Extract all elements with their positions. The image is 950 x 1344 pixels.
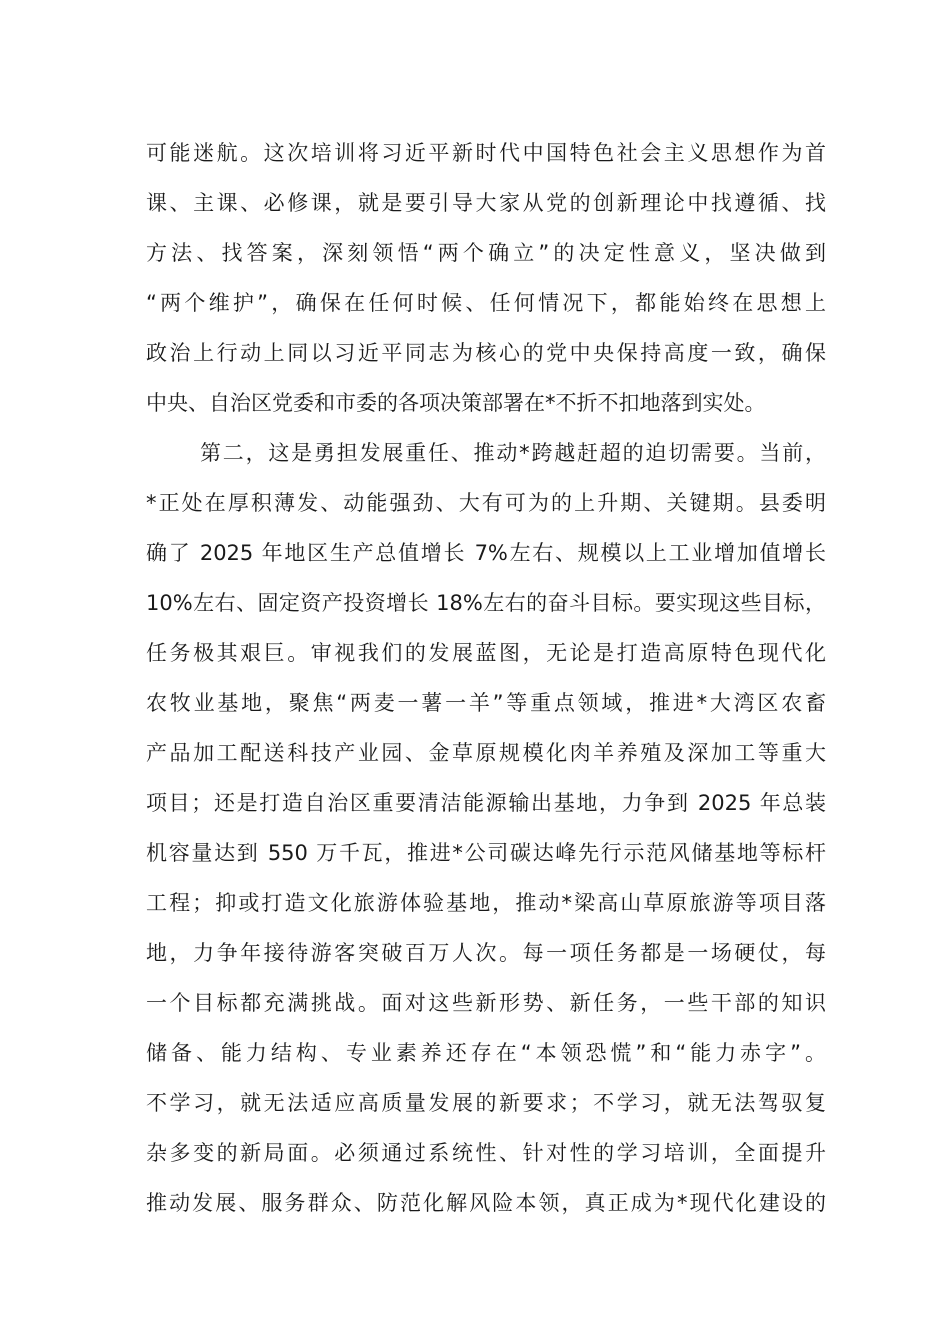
- text-line: 工程；抑或打造文化旅游体验基地，推动*梁高山草原旅游等项目落: [146, 891, 826, 915]
- text-line: 政治上行动上同以习近平同志为核心的党中央保持高度一致，确保: [146, 341, 826, 365]
- paragraph-first-line: 第二，这是勇担发展重任、推动*跨越赶超的迫切需要。当前，: [200, 441, 826, 465]
- body-text: [146, 128, 826, 1228]
- text-line: 机容量达到 550 万千瓦，推进*公司碳达峰先行示范风储基地等标杆: [146, 841, 826, 865]
- text-line: “两个维护”，确保在任何时候、任何情况下，都能始终在思想上: [146, 291, 826, 315]
- text-line: 产品加工配送科技产业园、金草原规模化肉羊养殖及深加工等重大: [146, 741, 826, 765]
- text-line: *正处在厚积薄发、动能强劲、大有可为的上升期、关键期。县委明: [146, 491, 826, 515]
- text-line: 储备、能力结构、专业素养还存在“本领恐慌”和“能力赤字”。: [146, 1041, 826, 1065]
- text-line: 任务极其艰巨。审视我们的发展蓝图，无论是打造高原特色现代化: [146, 641, 826, 665]
- text-line: 推动发展、服务群众、防范化解风险本领，真正成为*现代化建设的: [146, 1191, 826, 1215]
- text-line: 一个目标都充满挑战。面对这些新形势、新任务，一些干部的知识: [146, 991, 826, 1015]
- text-line: 确了 2025 年地区生产总值增长 7%左右、规模以上工业增加值增长: [146, 541, 826, 565]
- text-line: 项目；还是打造自治区重要清洁能源输出基地，力争到 2025 年总装: [146, 791, 826, 815]
- text-line: 不学习，就无法适应高质量发展的新要求；不学习，就无法驾驭复: [146, 1091, 826, 1115]
- text-line: 10%左右、固定资产投资增长 18%左右的奋斗目标。要实现这些目标，: [146, 591, 826, 615]
- text-line: 方法、找答案，深刻领悟“两个确立”的决定性意义，坚决做到: [146, 241, 826, 265]
- text-line: 农牧业基地，聚焦“两麦一薯一羊”等重点领域，推进*大湾区农畜: [146, 691, 826, 715]
- text-line: 地，力争年接待游客突破百万人次。每一项任务都是一场硬仗，每: [146, 941, 826, 965]
- text-line: 杂多变的新局面。必须通过系统性、针对性的学习培训，全面提升: [146, 1141, 826, 1165]
- text-line: 可能迷航。这次培训将习近平新时代中国特色社会主义思想作为首: [146, 141, 826, 165]
- text-line: 课、主课、必修课，就是要引导大家从党的创新理论中找遵循、找: [146, 191, 826, 215]
- text-line: 中央、自治区党委和市委的各项决策部署在*不折不扣地落到实处。: [146, 391, 766, 415]
